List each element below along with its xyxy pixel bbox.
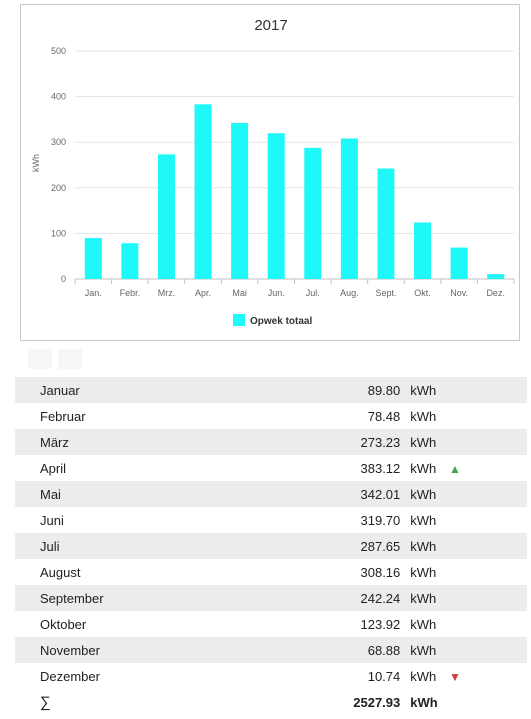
energy-value: 319.70 [360, 512, 401, 528]
y-tick-label: 200 [50, 182, 66, 193]
table-row [15, 429, 527, 455]
table-row [15, 637, 527, 663]
month-name: Juni [40, 512, 64, 528]
bar-febr[interactable] [121, 243, 138, 279]
x-tick-label: Mai [232, 288, 247, 298]
table-row [15, 481, 527, 507]
trend-cell [449, 377, 527, 403]
x-tick-label: Okt. [414, 288, 431, 298]
month-name: Mai [15, 481, 272, 507]
month-name: April [40, 460, 67, 476]
bar-jun[interactable] [268, 133, 285, 279]
legend-label: Opwek totaal [250, 316, 313, 327]
unit-label: kWh [400, 429, 449, 455]
energy-value: 89.80 [272, 377, 400, 403]
trend-down-icon: ▼ [449, 669, 461, 684]
trend-cell [449, 403, 527, 429]
bar-dez[interactable] [487, 274, 504, 279]
unit-label: kWh [410, 512, 437, 528]
bar-okt[interactable] [414, 222, 431, 279]
energy-value: 242.24 [272, 585, 400, 611]
total-row [15, 689, 527, 715]
month-name: November [15, 637, 272, 663]
month-name: Februar [40, 408, 86, 424]
unit-label: kWh [400, 533, 449, 559]
toolbar-button-placeholder[interactable] [28, 349, 52, 369]
table-row [15, 559, 527, 585]
month-name: September [15, 585, 272, 611]
bar-chart [21, 5, 521, 342]
table-row [15, 663, 527, 689]
unit-label: kWh [400, 585, 449, 611]
y-tick-label: 0 [60, 274, 66, 284]
energy-value: 383.12 [360, 460, 401, 476]
x-tick-label: Jul. [305, 288, 320, 298]
trend-cell [449, 455, 527, 481]
month-name: März [15, 429, 272, 455]
energy-value: 78.48 [367, 408, 401, 424]
table-row [15, 533, 527, 559]
table-row [15, 507, 527, 533]
toolbar-button-placeholder[interactable] [58, 349, 82, 369]
energy-value: 342.01 [272, 481, 400, 507]
bar-aug[interactable] [341, 138, 358, 279]
bar-nov[interactable] [451, 248, 468, 279]
bar-mrz[interactable] [158, 154, 175, 279]
trend-cell [449, 689, 527, 715]
sum-symbol: ∑ [40, 693, 51, 711]
table-row [15, 585, 527, 611]
y-tick-label: 100 [50, 228, 66, 239]
y-tick-label: 300 [50, 137, 66, 148]
legend[interactable] [233, 314, 312, 327]
trend-up-icon: ▲ [449, 461, 461, 476]
total-unit: kWh [410, 694, 438, 710]
table-row [15, 377, 527, 403]
table-row [15, 455, 527, 481]
bar-sept[interactable] [377, 169, 394, 279]
trend-cell [449, 533, 527, 559]
table-row [15, 611, 527, 637]
x-tick-label: Sept. [375, 288, 397, 298]
x-tick-label: Apr. [195, 288, 212, 298]
month-name: Oktober [40, 616, 87, 632]
month-name: Dezember [40, 668, 100, 684]
energy-value: 308.16 [360, 564, 401, 580]
trend-cell [449, 585, 527, 611]
x-tick-label: Nov. [450, 288, 469, 298]
x-tick-label: Jan. [84, 288, 102, 298]
unit-label: kWh [410, 668, 437, 684]
trend-cell [449, 429, 527, 455]
bar-mai[interactable] [231, 123, 248, 279]
x-tick-label: Aug. [340, 288, 359, 298]
energy-value: 123.92 [360, 616, 401, 632]
trend-cell [449, 611, 527, 637]
bar-jul[interactable] [304, 148, 321, 279]
unit-label: kWh [400, 637, 449, 663]
trend-cell [449, 559, 527, 585]
x-tick-label: Mrz. [157, 288, 176, 298]
energy-value: 10.74 [367, 668, 401, 684]
x-tick-label: Dez. [486, 288, 505, 298]
bar-apr[interactable] [195, 104, 212, 279]
trend-cell [449, 663, 527, 689]
trend-cell [449, 481, 527, 507]
energy-value: 68.88 [272, 637, 400, 663]
chart-title: 2017 [254, 17, 288, 34]
y-tick-label: 500 [50, 46, 66, 56]
y-tick-label: 400 [50, 91, 66, 102]
total-value: 2527.93 [353, 694, 401, 710]
unit-label: kWh [410, 616, 437, 632]
legend-swatch [233, 314, 245, 326]
trend-cell [449, 507, 527, 533]
unit-label: kWh [400, 481, 449, 507]
month-name: Juli [15, 533, 272, 559]
month-name: August [40, 564, 81, 580]
unit-label: kWh [410, 460, 437, 476]
chart-panel [20, 4, 520, 341]
x-tick-label: Febr. [119, 288, 141, 298]
unit-label: kWh [400, 377, 449, 403]
unit-label: kWh [410, 564, 437, 580]
y-axis-label: kWh [31, 154, 41, 172]
toolbar-placeholder [28, 349, 82, 369]
energy-value: 287.65 [272, 533, 400, 559]
table-row [15, 403, 527, 429]
monthly-energy-table [15, 377, 527, 715]
unit-label: kWh [410, 408, 437, 424]
month-name: Januar [15, 377, 272, 403]
trend-cell [449, 637, 527, 663]
bar-jan[interactable] [85, 238, 102, 279]
x-tick-label: Jun. [267, 288, 285, 298]
energy-value: 273.23 [272, 429, 400, 455]
